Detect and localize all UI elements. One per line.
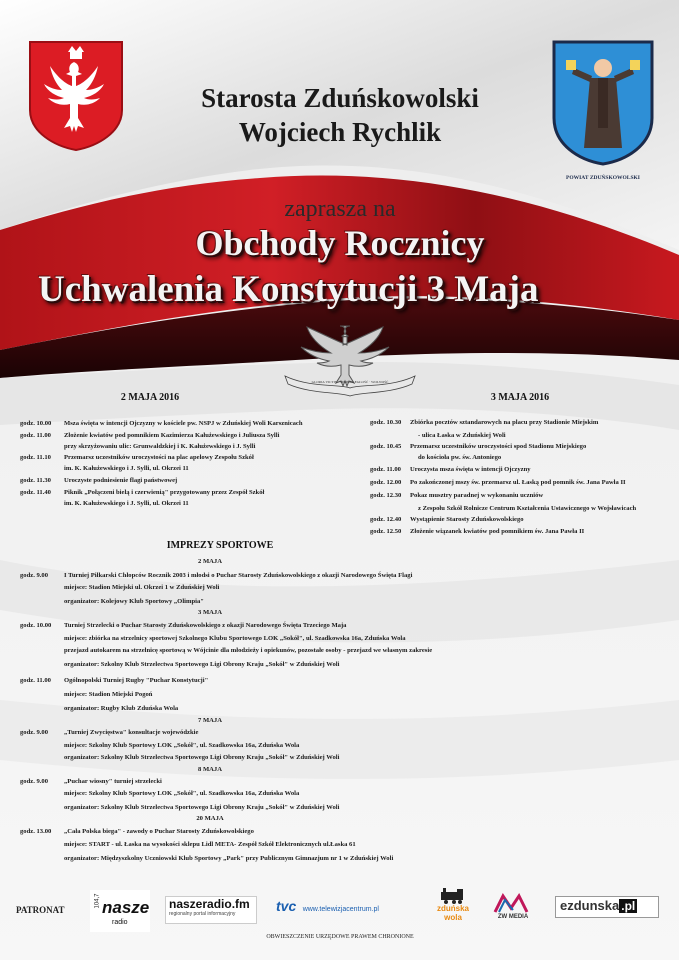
logo-nasze-radio bbox=[90, 890, 150, 932]
schedule-row bbox=[20, 499, 189, 508]
patronat-label: PATRONAT bbox=[16, 905, 65, 915]
schedule-text: Złożenie wiązanek kwiatów pod pomnikiem św. Jana Pawła II bbox=[410, 528, 585, 535]
schedule-text: „Turniej Zwycięstwa" konsultacje wojewódzkie bbox=[64, 729, 199, 736]
sports-detail: organizator: Szkolny Klub Strzelectwa Sportowego Ligi Obrony Kraju „Sokół" w Zduńskiej Woli bbox=[64, 661, 340, 668]
sports-date: 7 MAJA bbox=[198, 717, 222, 724]
sports-detail: miejsce: Szkolny Klub Sportowy LOK „Sokół", ul. Szadkowska 16a, Zduńska Wola bbox=[64, 742, 300, 749]
schedule-row bbox=[370, 515, 524, 524]
invite-text: zaprasza na bbox=[284, 196, 396, 222]
schedule-text: im. K. Kałużewskiego i J. Sylli, ul. Okrzei 11 bbox=[64, 465, 189, 472]
sports-detail: organizator: Międzyszkolny Uczniowski Klub Sportowy „Park" przy Publicznym Gimnazjum nr 1 w Zduńskiej Woli bbox=[64, 855, 394, 862]
schedule-row bbox=[20, 442, 255, 451]
telewizja-url: www.telewizjacentrum.pl bbox=[302, 906, 379, 913]
schedule-time: godz. 11.40 bbox=[20, 489, 51, 496]
schedule-text: Pokaz musztry paradnej w wykonaniu uczniów bbox=[410, 492, 544, 499]
schedule-row bbox=[370, 418, 598, 427]
schedule-text: Przemarsz uczestników uroczystości na plac apelowy Zespołu Szkół bbox=[64, 454, 254, 461]
logo-tvc bbox=[276, 898, 416, 920]
header-line-1: Starosta Zduńskowolski bbox=[201, 83, 479, 113]
schedule-time: godz. 12.50 bbox=[370, 528, 402, 535]
nasze-freq: 104,7 bbox=[94, 893, 101, 909]
day3-title: 3 MAJA 2016 bbox=[490, 392, 550, 403]
schedule-time: godz. 9.00 bbox=[20, 729, 49, 736]
schedule-row bbox=[370, 453, 501, 462]
schedule-time: godz. 12.00 bbox=[370, 479, 402, 486]
zw-media-word: ZW MEDIA bbox=[497, 914, 529, 920]
schedule-time: godz. 10.45 bbox=[370, 443, 402, 450]
schedule-time: godz. 11.10 bbox=[20, 454, 51, 461]
schedule-row bbox=[370, 442, 586, 451]
schedule-time: godz. 10.00 bbox=[20, 622, 52, 629]
footer-notice: OBWIESZCZENIE URZĘDOWE PRAWEM CHRONIONE bbox=[266, 934, 414, 940]
schedule-time: godz. 12.30 bbox=[370, 492, 402, 499]
schedule-text: Przemarsz uczestników uroczystości spod Stadionu Miejskiego bbox=[410, 443, 587, 450]
schedule-row bbox=[20, 488, 264, 497]
sports-detail: miejsce: Stadion Miejski ul. Okrzei 1 w Zduńskiej Woli bbox=[64, 584, 220, 591]
schedule-row bbox=[20, 827, 254, 836]
schedule-text: przy skrzyżowaniu ulic: Grunwaldzkiej i K. Kałużewskiego i J. Sylli bbox=[64, 443, 256, 450]
logo-zdunska-wola bbox=[428, 888, 478, 932]
schedule-time: godz. 9.00 bbox=[20, 778, 49, 785]
sports-detail: organizator: Szkolny Klub Strzelectwa Sportowego Ligi Obrony Kraju „Sokół" w Zduńskiej Woli bbox=[64, 804, 340, 811]
sports-detail: organizator: Kolejowy Klub Sportowy „Olimpia" bbox=[64, 598, 204, 605]
sports-detail: miejsce: Szkolny Klub Sportowy LOK „Sokół", ul. Szadkowska 16a, Zduńska Wola bbox=[64, 790, 300, 797]
schedule-text: Turniej Strzelecki o Puchar Starosty Zduńskowolskiego z okazji Narodowego Święta Trzeciego Maja bbox=[64, 622, 347, 629]
schedule-time: godz. 10.30 bbox=[370, 419, 402, 426]
schedule-row bbox=[20, 431, 279, 440]
schedule-row bbox=[20, 621, 346, 630]
schedule-text: Wystąpienie Starosty Zduńskowolskiego bbox=[410, 516, 524, 523]
schedule-row bbox=[20, 453, 254, 462]
schedule-time: godz. 12.40 bbox=[370, 516, 402, 523]
day2-title: 2 MAJA 2016 bbox=[120, 392, 180, 403]
sports-date: 2 MAJA bbox=[198, 558, 222, 565]
schedule-text: I Turniej Piłkarski Chłopców Rocznik 2003 i młodsi o Puchar Starosty Zduńskowolskiego z okazji Narodowego Święta Flagi bbox=[64, 572, 413, 579]
schedule-text: z Zespołu Szkół Rolnicze Centrum Kształcenia Ustawicznego w Wojsławicach bbox=[418, 505, 637, 512]
tvc-word: tvc bbox=[276, 898, 297, 914]
schedule-row bbox=[370, 431, 506, 440]
sports-detail: przejazd autokarem na strzelnicę sportową w Wójcinie dla młodzieży i opiekunów, pozostałe osoby - przejazd we własnym zakresie bbox=[64, 647, 433, 654]
logo-zw-media bbox=[488, 892, 538, 928]
naszeradio-word: naszeradio.fm bbox=[169, 897, 250, 911]
sports-detail: organizator: Szkolny Klub Strzelectwa Sportowego Ligi Obrony Kraju „Sokół" w Zduńskiej Woli bbox=[64, 754, 340, 761]
ezdunska-tld: .pl bbox=[621, 899, 636, 913]
schedule-text: - ulica Łaska w Zduńskiej Woli bbox=[418, 432, 506, 439]
zw-word-2: wola bbox=[444, 913, 462, 922]
nasze-sub: radio bbox=[112, 919, 128, 926]
schedule-time: godz. 11.30 bbox=[20, 477, 51, 484]
schedule-time: godz. 11.00 bbox=[20, 432, 51, 439]
locomotive-icon bbox=[439, 888, 467, 904]
eagle-ribbon-text: GLORIA VICTIS · NIEPODLEGŁOŚĆ · WOLNOŚĆ bbox=[311, 380, 389, 384]
schedule-text: Msza święta w intencji Ojczyzny w kościele pw. NSPJ w Zduńskiej Woli Karsznicach bbox=[64, 420, 303, 427]
header-line-2: Wojciech Rychlik bbox=[238, 117, 442, 147]
schedule-text: Uroczyste podniesienie flagi państwowej bbox=[64, 477, 178, 484]
silver-eagle-emblem bbox=[280, 318, 420, 408]
schedule-text: Piknik „Połączeni bielą i czerwienią" przygotowany przez Zespół Szkół bbox=[64, 489, 265, 496]
sports-detail: organizator: Rugby Klub Zduńska Wola bbox=[64, 705, 179, 712]
schedule-row bbox=[370, 478, 626, 487]
schedule-text: do kościoła pw. św. Antoniego bbox=[418, 454, 502, 461]
schedule-text: „Cała Polska biega" - zawody o Puchar Starosty Zduńskowolskiego bbox=[64, 828, 254, 835]
event-title-line-1: Obchody Rocznicy bbox=[195, 223, 485, 263]
schedule-text: im. K. Kałużewskiego i J. Sylli, ul. Okrzei 11 bbox=[64, 500, 189, 507]
sports-date: 3 MAJA bbox=[198, 609, 222, 616]
sports-detail: miejsce: zbiórka na strzelnicy sportowej Szkolnego Klubu Sportowego LOK „Sokół", ul. Szadkowska 16a, Zduńska Wola bbox=[64, 635, 406, 642]
zw-media-mark-icon bbox=[493, 892, 533, 914]
schedule-row bbox=[20, 728, 198, 737]
event-title-line-2: Uchwalenia Konstytucji 3 Maja bbox=[38, 269, 539, 310]
schedule-row bbox=[370, 527, 584, 536]
schedule-text: Złożenie kwiatów pod pomnikiem Kazimierza Kałużewskiego i Juliusza Sylli bbox=[64, 432, 280, 439]
schedule-row bbox=[370, 465, 531, 474]
schedule-row bbox=[370, 491, 543, 500]
schedule-row bbox=[20, 464, 189, 473]
nasze-word: nasze bbox=[102, 898, 150, 917]
schedule-time: godz. 11.00 bbox=[370, 466, 401, 473]
sports-detail: miejsce: Stadion Miejski Pogoń bbox=[64, 691, 153, 698]
naszeradio-sub: regionalny portal informacyjny bbox=[169, 911, 236, 917]
sports-date: 20 MAJA bbox=[196, 815, 224, 822]
schedule-text: Uroczysta msza święta w intencji Ojczyzny bbox=[410, 466, 531, 473]
county-coat-of-arms bbox=[548, 38, 658, 188]
schedule-row bbox=[20, 476, 177, 485]
sports-title: IMPREZY SPORTOWE bbox=[166, 540, 274, 551]
zw-word-1: zduńska bbox=[436, 904, 469, 913]
schedule-row bbox=[20, 777, 162, 786]
logo-naszeradio-fm bbox=[165, 896, 257, 924]
coa-caption: POWIAT ZDUŃSKOWOLSKI bbox=[566, 175, 640, 181]
schedule-text: Po zakończonej mszy św. przemarsz ul. Łaską pod pomnik św. Jana Pawła II bbox=[410, 479, 626, 486]
schedule-row bbox=[20, 419, 303, 428]
ezdunska-word: ezdunska bbox=[560, 898, 620, 913]
sports-detail: miejsce: START - ul. Łaska na wysokości sklepu Lidl META- Zespół Szkół Elektronicznych ul.Łaska 61 bbox=[64, 841, 356, 848]
schedule-time: godz. 10.00 bbox=[20, 420, 52, 427]
polish-eagle-emblem bbox=[28, 40, 124, 152]
schedule-time: godz. 13.00 bbox=[20, 828, 52, 835]
schedule-row bbox=[370, 504, 636, 513]
schedule-time: godz. 11.00 bbox=[20, 677, 51, 684]
logo-ezdunska bbox=[555, 896, 659, 918]
schedule-row bbox=[20, 676, 208, 685]
schedule-text: Zbiórka pocztów sztandarowych na placu przy Stadionie Miejskim bbox=[410, 419, 599, 426]
schedule-time: godz. 9.00 bbox=[20, 572, 49, 579]
sports-date: 8 MAJA bbox=[198, 766, 222, 773]
schedule-row bbox=[20, 571, 412, 580]
schedule-text: Ogólnopolski Turniej Rugby "Puchar Konstytucji" bbox=[64, 677, 209, 684]
schedule-text: „Puchar wiosny" turniej strzelecki bbox=[64, 778, 162, 785]
